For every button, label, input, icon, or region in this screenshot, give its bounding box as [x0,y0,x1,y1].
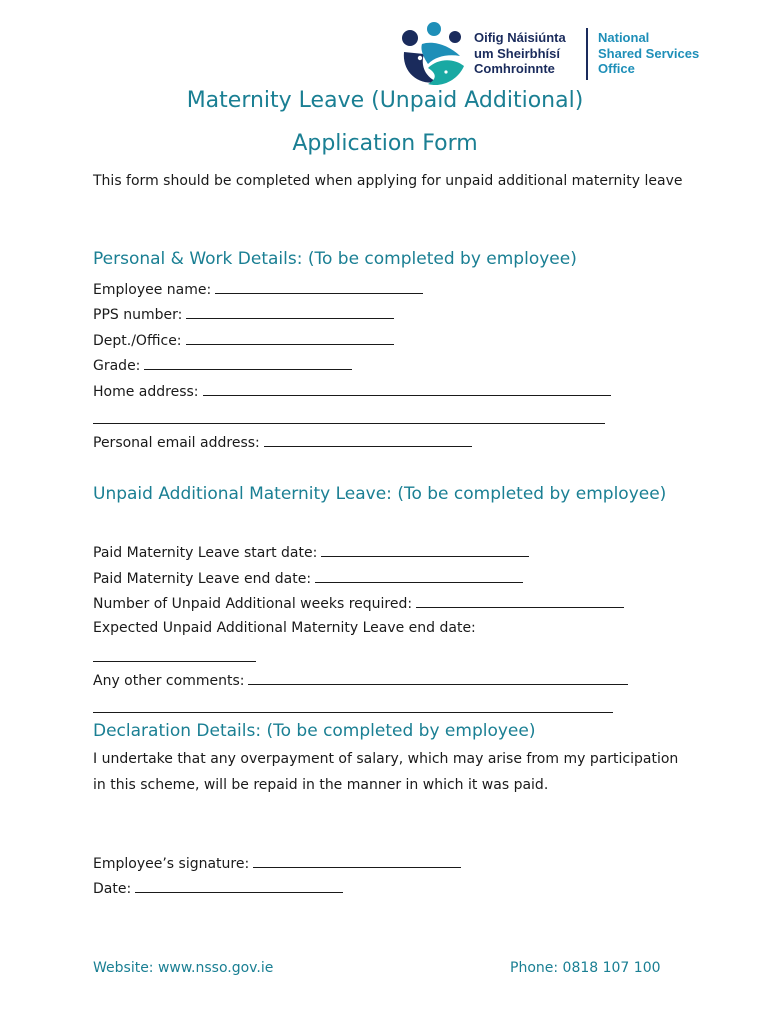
paid-start-field[interactable] [321,542,529,557]
grade-label: Grade: [93,358,141,374]
nsso-logo-icon [398,20,466,92]
paid-end-field[interactable] [315,568,523,583]
logo-divider [586,28,588,80]
signature-field[interactable] [253,853,461,868]
logo-irish-name [474,30,566,77]
signature-row [93,853,461,873]
pps-number-row [93,304,394,324]
expected-end-label: Expected Unpaid Additional Maternity Leave end date: [93,620,476,636]
other-comments-field-line2[interactable] [93,712,613,713]
date-label: Date: [93,881,132,897]
section-declaration-heading: Declaration Details: (To be completed by employee) [93,721,536,741]
employee-name-label: Employee name: [93,282,212,298]
paid-start-label: Paid Maternity Leave start date: [93,545,318,561]
other-comments-field[interactable] [248,670,628,685]
signature-label: Employee’s signature: [93,856,250,872]
footer-website: Website: www.nsso.gov.ie [93,960,274,976]
logo-irish-line: um Sheirbhísí [474,45,560,61]
declaration-text: I undertake that any overpayment of salary, which may arise from my participation in this scheme, will be repaid in the manner in which it was paid. [93,751,679,793]
personal-email-field[interactable] [264,432,472,447]
logo-english-line: National [598,30,650,45]
employee-name-row [93,279,423,299]
section-personal-heading: Personal & Work Details: (To be completed by employee) [93,249,577,269]
other-comments-row [93,670,628,690]
home-address-field[interactable] [203,381,611,396]
logo-english-line: Shared Services [598,45,700,61]
weeks-required-field[interactable] [416,593,624,608]
intro-text: This form should be completed when applying for unpaid additional maternity leave [93,173,683,189]
home-address-label: Home address: [93,384,199,400]
employee-name-field[interactable] [215,279,423,294]
home-address-row [93,381,611,401]
other-comments-label: Any other comments: [93,673,245,689]
logo-english-line: Office [598,61,635,76]
grade-row [93,355,352,375]
form-subtitle: Application Form [292,131,478,156]
pps-number-field[interactable] [186,304,394,319]
expected-end-field[interactable] [93,661,256,662]
dept-office-label: Dept./Office: [93,333,182,349]
weeks-required-label: Number of Unpaid Additional weeks required: [93,596,413,612]
paid-end-label: Paid Maternity Leave end date: [93,571,312,587]
logo-english-name [598,30,699,77]
paid-start-row [93,542,529,562]
nsso-logo [398,20,718,92]
personal-email-label: Personal email address: [93,435,260,451]
grade-field[interactable] [144,355,352,370]
pps-number-label: PPS number: [93,307,183,323]
dept-office-row [93,330,394,350]
home-address-field-line2[interactable] [93,423,605,424]
date-field[interactable] [135,878,343,893]
section-unpaid-leave-heading: Unpaid Additional Maternity Leave: (To be completed by employee) [93,484,667,504]
personal-email-row [93,432,472,452]
expected-end-row [93,619,476,637]
logo-irish-line: Oifig Náisiúnta [474,30,566,45]
logo-irish-line: Comhroinnte [474,61,555,76]
date-row [93,878,343,898]
weeks-required-row [93,593,624,613]
paid-end-row [93,568,523,588]
footer-phone: Phone: 0818 107 100 [510,960,661,976]
form-title: Maternity Leave (Unpaid Additional) [186,88,584,113]
dept-office-field[interactable] [186,330,394,345]
